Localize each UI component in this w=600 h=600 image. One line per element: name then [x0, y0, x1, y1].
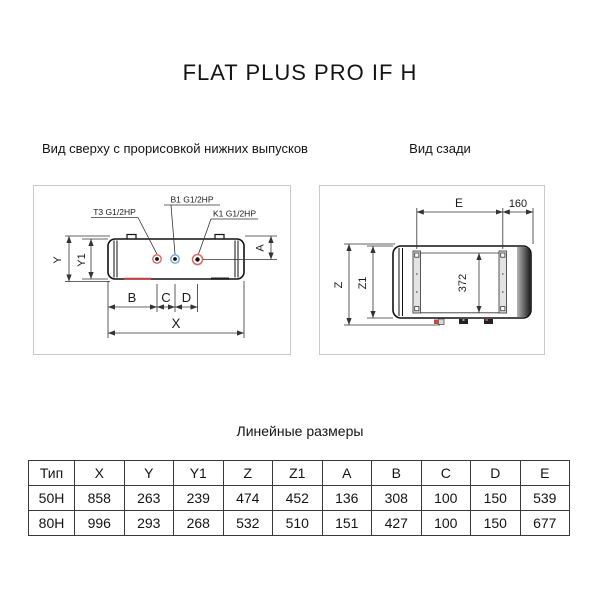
table-cell: 151: [322, 511, 372, 536]
table-cell: 539: [520, 486, 570, 511]
table-cell: 293: [124, 511, 174, 536]
table-cell: 150: [471, 486, 521, 511]
port-b1-label: B1 G1/2HP: [170, 194, 214, 205]
dim-160-label: 160: [508, 198, 528, 210]
table-row: [29, 486, 570, 511]
dim-y1-label: Y1: [76, 253, 88, 267]
mount-rail-right: [499, 251, 507, 313]
table-cell: 50H: [29, 486, 75, 511]
table-cell: 263: [124, 486, 174, 511]
top-view-label: Вид сверху с прорисовкой нижних выпусков: [42, 141, 308, 156]
rear-view-drawing: [319, 185, 545, 355]
page-title: FLAT PLUS PRO IF H: [182, 60, 418, 85]
mount-rail-left: [413, 251, 421, 313]
top-view-drawing: [33, 185, 291, 355]
table-header-cell: A: [322, 461, 372, 486]
table-cell: 100: [421, 486, 471, 511]
port-t3: [153, 255, 161, 263]
table-cell: 996: [75, 511, 125, 536]
port-k1: [193, 255, 203, 265]
table-header-cell: X: [75, 461, 125, 486]
table-header-cell: E: [520, 461, 570, 486]
table-cell: 268: [174, 511, 224, 536]
port-b1: [171, 255, 179, 263]
table-cell: 427: [372, 511, 422, 536]
table-row: [29, 511, 570, 536]
dim-b-label: B: [127, 290, 137, 305]
table-cell: 100: [421, 511, 471, 536]
table-cell: 474: [223, 486, 273, 511]
table-cell: 532: [223, 511, 273, 536]
dim-d-label: D: [181, 290, 192, 305]
rear-view-svg: [320, 186, 544, 354]
table-header-cell: Z1: [273, 461, 323, 486]
top-view-svg: [34, 186, 290, 354]
table-cell: 308: [372, 486, 422, 511]
dim-372-label: 372: [457, 273, 469, 293]
table-cell: 150: [471, 511, 521, 536]
dim-a-label: A: [254, 244, 267, 252]
table-header-cell: Y1: [174, 461, 224, 486]
table-header-cell: D: [471, 461, 521, 486]
table-cell: 677: [520, 511, 570, 536]
table-header-cell: Z: [223, 461, 273, 486]
dim-z1-label: Z1: [357, 276, 369, 290]
pipe-stubs: [434, 319, 493, 325]
table-header-cell: Тип: [29, 461, 75, 486]
dim-e-label: E: [454, 196, 464, 210]
table-cell: 136: [322, 486, 372, 511]
rear-view-label: Вид сзади: [409, 141, 471, 156]
port-k1-label: K1 G1/2HP: [213, 208, 256, 219]
table-cell: 452: [273, 486, 323, 511]
dimensions-table: [28, 460, 570, 536]
table-cell: 80H: [29, 511, 75, 536]
table-header-cell: Y: [124, 461, 174, 486]
table-cell: 239: [174, 486, 224, 511]
table-cell: 510: [273, 511, 323, 536]
dim-y-label: Y: [52, 256, 64, 264]
table-cell: 858: [75, 486, 125, 511]
table-caption: Линейные размеры: [236, 423, 364, 439]
table-header-row: [29, 461, 570, 486]
table-header-cell: B: [372, 461, 422, 486]
dim-z-label: Z: [333, 281, 345, 289]
dim-c-label: C: [161, 290, 171, 305]
dim-lines-e160: [417, 208, 533, 249]
port-t3-label: T3 G1/2HP: [93, 207, 136, 217]
table-header-cell: C: [421, 461, 471, 486]
rear-right-cap: [517, 247, 530, 317]
dim-x-label: X: [171, 316, 181, 331]
